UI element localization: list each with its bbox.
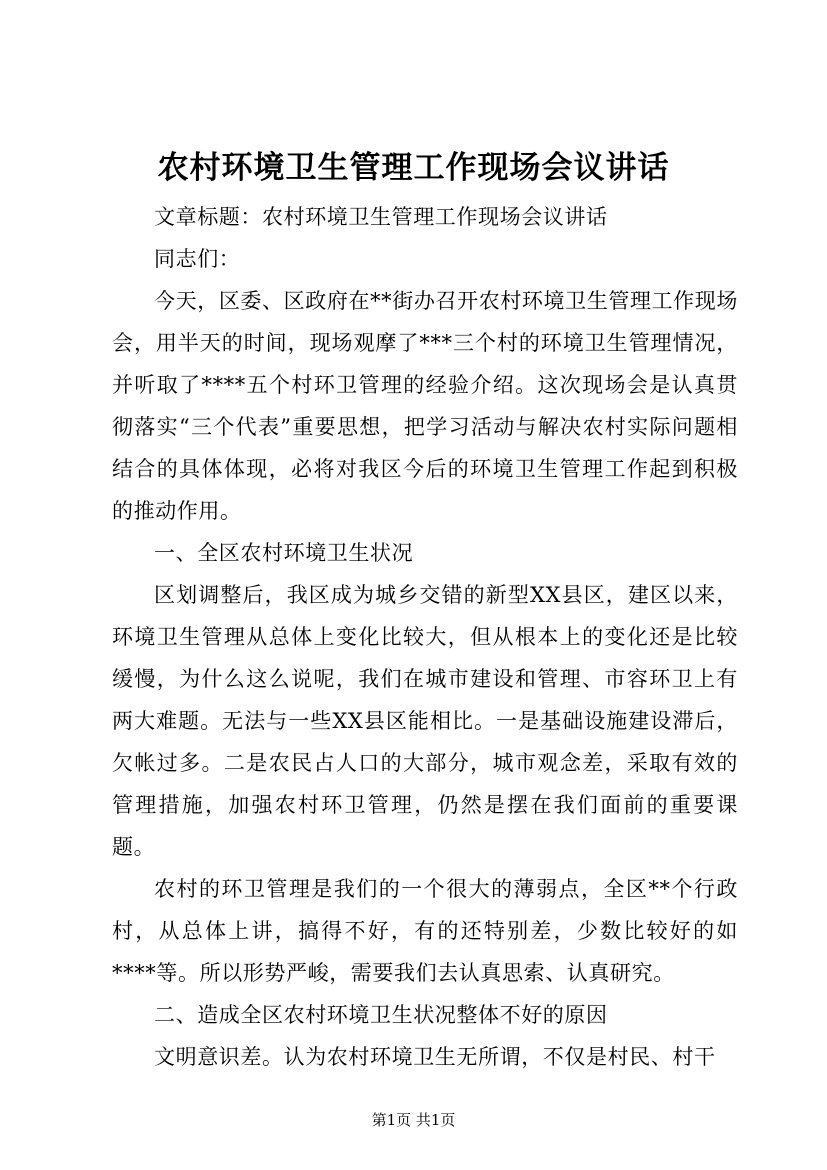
- paragraph-intro: 今天，区委、区政府在**街办召开农村环境卫生管理工作现场会，用半天的时间，现场观摩了***三个村的环境卫生管理情况，并听取了****五个村环卫管理的经验介绍。这次现场会是认真贯彻落实“三个代表”重要思想，把学习活动与解决农村实际问题相结合的具体体现，必将对我区今后的环境卫生管理工作起到积极的推动作用。: [112, 289, 738, 523]
- article-title-line: 文章标题：农村环境卫生管理工作现场会议讲话: [154, 205, 608, 229]
- section-heading-1: 一、全区农村环境卫生状况: [154, 541, 414, 565]
- section-heading-2: 二、造成全区农村环境卫生状况整体不好的原因: [154, 1003, 608, 1027]
- paragraph-weakness: 农村的环卫管理是我们的一个很大的薄弱点，全区**个行政村，从总体上讲，搞得不好，有的还特别差，少数比较好的如****等。所以形势严峻，需要我们去认真思索、认真研究。: [112, 877, 738, 985]
- document-body: [112, 196, 738, 1078]
- paragraph-causes: 文明意识差。认为农村环境卫生无所谓，不仅是村民、村干: [154, 1045, 716, 1069]
- page-footer: 第1页 共1页: [371, 1111, 456, 1129]
- paragraph-status: 区划调整后，我区成为城乡交错的新型XX县区，建区以来，环境卫生管理从总体上变化比较大，但从根本上的变化还是比较缓慢，为什么这么说呢，我们在城市建设和管理、市容环卫上有两大难题。无法与一些XX县区能相比。一是基础设施建设滞后，欠帐过多。二是农民占人口的大部分，城市观念差，采取有效的管理措施，加强农村环卫管理，仍然是摆在我们面前的重要课题。: [112, 583, 738, 859]
- salutation: 同志们：: [154, 247, 241, 271]
- document-title: 农村环境卫生管理工作现场会议讲话: [157, 150, 670, 186]
